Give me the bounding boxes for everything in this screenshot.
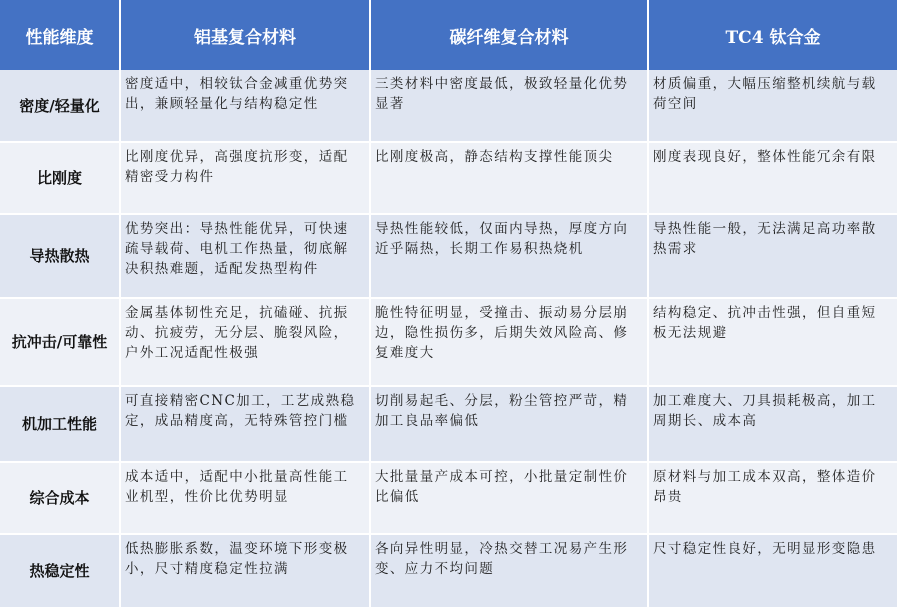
cell-carbon-fiber: 切削易起毛、分层，粉尘管控严苛，精加工良品率偏低 xyxy=(370,386,648,462)
cell-aluminum: 金属基体韧性充足，抗磕碰、抗振动、抗疲劳，无分层、脆裂风险，户外工况适配性极强 xyxy=(120,298,370,386)
cell-titanium: 材质偏重，大幅压缩整机续航与载荷空间 xyxy=(648,70,897,142)
header-row xyxy=(0,0,897,70)
cell-titanium: 尺寸稳定性良好，无明显形变隐患 xyxy=(648,534,897,608)
table-row xyxy=(0,462,897,534)
table-row xyxy=(0,214,897,298)
row-dimension: 综合成本 xyxy=(0,462,120,534)
cell-carbon-fiber: 大批量量产成本可控，小批量定制性价比偏低 xyxy=(370,462,648,534)
cell-aluminum: 比刚度优异，高强度抗形变，适配精密受力构件 xyxy=(120,142,370,214)
cell-carbon-fiber: 导热性能较低，仅面内导热，厚度方向近乎隔热，长期工作易积热烧机 xyxy=(370,214,648,298)
row-dimension: 比刚度 xyxy=(0,142,120,214)
table-row xyxy=(0,386,897,462)
cell-titanium: 结构稳定、抗冲击性强，但自重短板无法规避 xyxy=(648,298,897,386)
header-dimension: 性能维度 xyxy=(0,0,120,70)
cell-titanium: 加工难度大、刀具损耗极高，加工周期长、成本高 xyxy=(648,386,897,462)
cell-aluminum: 优势突出：导热性能优异，可快速疏导载荷、电机工作热量，彻底解决积热难题，适配发热型构件 xyxy=(120,214,370,298)
header-titanium: TC4 钛合金 xyxy=(648,0,897,70)
cell-titanium: 导热性能一般，无法满足高功率散热需求 xyxy=(648,214,897,298)
cell-carbon-fiber: 各向异性明显，冷热交替工况易产生形变、应力不均问题 xyxy=(370,534,648,608)
table-row xyxy=(0,142,897,214)
cell-carbon-fiber: 三类材料中密度最低，极致轻量化优势显著 xyxy=(370,70,648,142)
cell-aluminum: 密度适中，相较钛合金减重优势突出，兼顾轻量化与结构稳定性 xyxy=(120,70,370,142)
row-dimension: 机加工性能 xyxy=(0,386,120,462)
table-row xyxy=(0,70,897,142)
cell-carbon-fiber: 比刚度极高，静态结构支撑性能顶尖 xyxy=(370,142,648,214)
header-carbon-fiber: 碳纤维复合材料 xyxy=(370,0,648,70)
cell-aluminum: 低热膨胀系数，温变环境下形变极小，尺寸精度稳定性拉满 xyxy=(120,534,370,608)
header-aluminum: 铝基复合材料 xyxy=(120,0,370,70)
cell-titanium: 原材料与加工成本双高，整体造价昂贵 xyxy=(648,462,897,534)
cell-carbon-fiber: 脆性特征明显，受撞击、振动易分层崩边，隐性损伤多，后期失效风险高、修复难度大 xyxy=(370,298,648,386)
row-dimension: 抗冲击/可靠性 xyxy=(0,298,120,386)
table-row xyxy=(0,298,897,386)
row-dimension: 导热散热 xyxy=(0,214,120,298)
cell-aluminum: 成本适中，适配中小批量高性能工业机型，性价比优势明显 xyxy=(120,462,370,534)
cell-aluminum: 可直接精密CNC加工，工艺成熟稳定，成品精度高，无特殊管控门槛 xyxy=(120,386,370,462)
row-dimension: 热稳定性 xyxy=(0,534,120,608)
table-row xyxy=(0,534,897,608)
cell-titanium: 刚度表现良好，整体性能冗余有限 xyxy=(648,142,897,214)
row-dimension: 密度/轻量化 xyxy=(0,70,120,142)
